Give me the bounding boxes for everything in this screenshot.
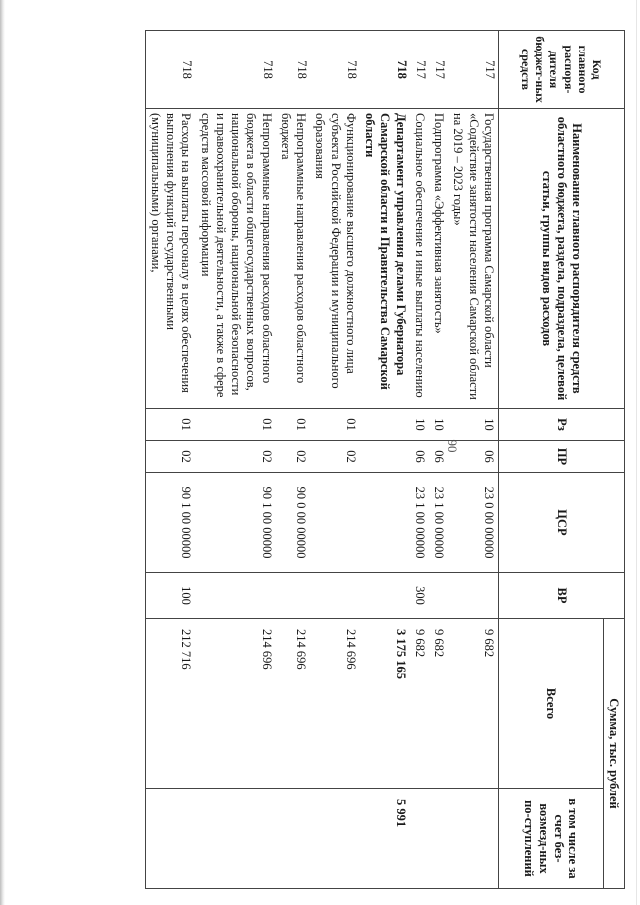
table-row xyxy=(310,31,360,889)
header-csr: ЦСР xyxy=(499,473,625,573)
table-row xyxy=(448,31,498,889)
cell-incl: 5 991 xyxy=(360,789,410,889)
cell-name: Функционирование высшего должностного лица субъекта Российской Федерации и муниципального образования xyxy=(310,109,360,409)
table-row xyxy=(276,31,311,889)
cell-vr: 300 xyxy=(410,573,429,619)
cell-rz: 10 xyxy=(410,409,429,441)
cell-code: 718 xyxy=(310,31,360,109)
cell-csr: 90 0 00 00000 xyxy=(276,473,311,573)
cell-pr xyxy=(360,441,410,473)
cell-rz: 01 xyxy=(276,409,311,441)
cell-total: 214 696 xyxy=(276,619,311,789)
cell-name: Подпрограмма «Эффективная занятость» xyxy=(429,109,448,409)
cell-name: Непрограммные направления расходов областного бюджета в области общегосударственных вопросов, национальной обороны, национальной безопасности и правоохранительной деятельности, а также в сфере средств массовой информации xyxy=(196,109,276,409)
cell-incl xyxy=(410,789,429,889)
cell-csr: 23 1 00 00000 xyxy=(429,473,448,573)
cell-incl xyxy=(310,789,360,889)
cell-code: 717 xyxy=(429,31,448,109)
cell-name: Непрограммные направления расходов областного бюджета xyxy=(276,109,311,409)
cell-rz: 01 xyxy=(145,409,195,441)
cell-csr xyxy=(360,473,410,573)
cell-total: 212 716 xyxy=(145,619,195,789)
table-row xyxy=(360,31,410,889)
header-total: Всего xyxy=(499,619,604,789)
cell-name: Департамент управления делами Губернатора Самарской области и Правительства Самарской области xyxy=(360,109,410,409)
cell-vr: 100 xyxy=(145,573,195,619)
table-row xyxy=(410,31,429,889)
cell-rz xyxy=(360,409,410,441)
header-code: Код главного распоря-дителя бюджет-ных средств xyxy=(499,31,625,109)
page-number: 90 xyxy=(445,439,460,453)
cell-vr xyxy=(360,573,410,619)
table-body xyxy=(145,31,498,889)
table-row xyxy=(196,31,276,889)
cell-rz: 10 xyxy=(429,409,448,441)
header-pr: ПР xyxy=(499,441,625,473)
cell-pr: 06 xyxy=(448,441,498,473)
cell-name: Расходы на выплаты персоналу в целях обеспечения выполнения функций государственными (муниципальными) органами, xyxy=(145,109,195,409)
cell-incl xyxy=(429,789,448,889)
cell-total: 9 682 xyxy=(410,619,429,789)
cell-pr: 06 xyxy=(410,441,429,473)
cell-vr xyxy=(276,573,311,619)
cell-csr: 23 0 00 00000 xyxy=(448,473,498,573)
scan-edge-line xyxy=(636,0,637,905)
cell-incl xyxy=(448,789,498,889)
header-name: Наименование главного распорядителя средств областного бюджета, раздела, подраздела, целевой статьи, группы видов расходов xyxy=(499,109,625,409)
budget-table xyxy=(145,30,625,889)
cell-pr: 02 xyxy=(276,441,311,473)
cell-vr xyxy=(196,573,276,619)
cell-vr xyxy=(429,573,448,619)
rotated-page xyxy=(149,30,625,888)
cell-pr: 02 xyxy=(145,441,195,473)
cell-code: 717 xyxy=(410,31,429,109)
cell-csr: 90 1 00 00000 xyxy=(145,473,195,573)
cell-incl xyxy=(145,789,195,889)
cell-vr xyxy=(448,573,498,619)
cell-total: 3 175 165 xyxy=(360,619,410,789)
cell-pr: 02 xyxy=(196,441,276,473)
cell-csr: 90 1 00 00000 xyxy=(196,473,276,573)
cell-total: 214 696 xyxy=(196,619,276,789)
cell-rz: 01 xyxy=(196,409,276,441)
header-sum-group: Сумма, тыс. рублей xyxy=(604,619,625,889)
cell-code: 717 xyxy=(448,31,498,109)
cell-code: 718 xyxy=(360,31,410,109)
cell-csr xyxy=(310,473,360,573)
cell-csr: 23 1 00 00000 xyxy=(410,473,429,573)
cell-code: 718 xyxy=(145,31,195,109)
cell-incl xyxy=(276,789,311,889)
cell-rz: 01 xyxy=(310,409,360,441)
scan-edge-shadow xyxy=(0,0,5,905)
cell-total: 214 696 xyxy=(310,619,360,789)
header-vr: ВР xyxy=(499,573,625,619)
cell-code: 718 xyxy=(276,31,311,109)
cell-rz: 10 xyxy=(448,409,498,441)
header-rz: Рз xyxy=(499,409,625,441)
cell-pr: 02 xyxy=(310,441,360,473)
cell-name: Социальное обеспечение и иные выплаты населению xyxy=(410,109,429,409)
cell-vr xyxy=(310,573,360,619)
table-row xyxy=(429,31,448,889)
cell-incl xyxy=(196,789,276,889)
header-incl: в том числе за счет без-возмезд-ных по-ступлений xyxy=(499,789,604,889)
table-row xyxy=(145,31,195,889)
table-header xyxy=(499,31,625,889)
cell-code: 718 xyxy=(196,31,276,109)
cell-pr: 06 xyxy=(429,441,448,473)
cell-total: 9 682 xyxy=(448,619,498,789)
cell-name: Государственная программа Самарской области «Содействие занятости населения Самарской области на 2019 – 2023 годы» xyxy=(448,109,498,409)
cell-total: 9 682 xyxy=(429,619,448,789)
